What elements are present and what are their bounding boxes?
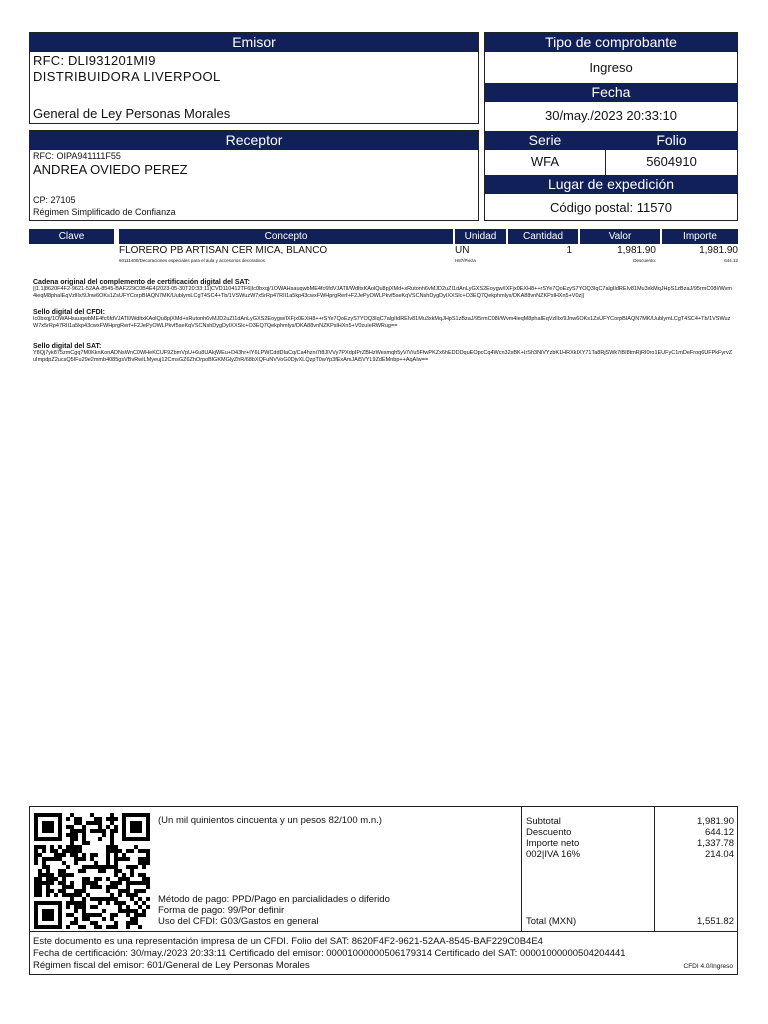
metodo-pago: Método de pago: PPD/Pago en parcialidades o diferido bbox=[158, 894, 390, 905]
receptor-box bbox=[29, 130, 479, 221]
neto-label: Importe neto bbox=[526, 838, 580, 849]
row-unidad-sub: H87/Pieza bbox=[455, 258, 476, 263]
col-cantidad: Cantidad bbox=[508, 229, 578, 244]
emisor-box bbox=[29, 32, 479, 124]
iva-label: 002|IVA 16% bbox=[526, 849, 581, 860]
col-concepto: Concepto bbox=[119, 229, 453, 244]
neto-value: 1,337.78 bbox=[697, 838, 734, 849]
receptor-cp: CP: 27105 bbox=[33, 195, 76, 205]
sello-sat-title: Sello digital del SAT: bbox=[33, 343, 102, 350]
col-unidad: Unidad bbox=[455, 229, 506, 244]
sello-sat-section bbox=[33, 343, 735, 364]
emisor-rfc: RFC: DLI931201MI9 bbox=[33, 53, 156, 68]
sello-cfdi-title: Sello digital del CFDI: bbox=[33, 309, 105, 316]
col-importe: Importe bbox=[662, 229, 738, 244]
footer-line-2: Fecha de certificación: 30/may./2023 20:33:11 Certificado del emisor: 00001000000506179314 Certificado del SAT: 00001000000504204441 bbox=[33, 948, 626, 959]
row-unidad: UN bbox=[455, 245, 470, 256]
tipo-header: Tipo de comprobante bbox=[485, 33, 737, 52]
amount-words: (Un mil quinientos cincuenta y un pesos 82/100 m.n.) bbox=[158, 815, 382, 826]
subtotal-value: 1,981.90 bbox=[697, 816, 734, 827]
footer-version: CFDI 4.0/Ingreso bbox=[683, 963, 733, 970]
footer-box bbox=[29, 932, 738, 975]
cadena-title: Cadena original del complemento de certificación digital del SAT: bbox=[33, 279, 250, 286]
footer-line-3: Régimen fiscal del emisor: 601/General de Ley Personas Morales bbox=[33, 960, 310, 971]
cadena-section bbox=[33, 279, 735, 300]
table-header-row bbox=[29, 229, 738, 244]
row-descuento-label: Descuento: bbox=[633, 258, 656, 263]
cadena-text: ||1.1|8620F4F2-9621-52AA-8545-BAF229C0B4E4|2023-05-30T20:33:11|CVD110412TF6|Ic0bxqj/1OWAHsauqwbME4fc6fdVJATll/WdltxKAolQu8pjXMd+xRutonh6vMJD2uZI1dAnLyGXS2Eoygw/IXFjx0EXH8++rSYe7QoEzyS7YOQ3IqC7algIIdREIv81Mu3xkMqJHpS1zBzaJ/95rmC08I/Wvm4ieqM8phaIEqVzllIx/9Jnw6OKs1ZsUFYCorpBIAQN7MK/UublymLCgT4SC4+Tb/1VSWuzW7x5rRp47RII1a5kp43cwxFWHprgRerf+F2JePyOWLPkvf5seKqVSCNshDygDyIXXSlc+O3EQ7Qekphmlys/DKA88vnNZKPslHXn5+V0z|| bbox=[33, 286, 733, 299]
emisor-name: DISTRIBUIDORA LIVERPOOL bbox=[33, 69, 221, 84]
lugar-value: Código postal: 11570 bbox=[550, 200, 672, 215]
iva-value: 214.04 bbox=[704, 849, 734, 860]
row-valor: 1,981.90 bbox=[617, 245, 656, 256]
receptor-header: Receptor bbox=[30, 131, 478, 150]
totals-divider-right bbox=[654, 807, 655, 931]
emisor-regime: General de Ley Personas Morales bbox=[33, 106, 231, 121]
total-value: 1,551.82 bbox=[697, 916, 734, 927]
folio-value: 5604910 bbox=[646, 154, 697, 169]
col-clave: Clave bbox=[29, 229, 114, 244]
footer-line-1: Este documento es una representación impresa de un CFDI. Folio del SAT: 8620F4F2-9621-52AA-8545-BAF229C0B4E4 bbox=[33, 936, 543, 947]
row-importe: 1,981.90 bbox=[699, 245, 738, 256]
folio-header: Folio bbox=[606, 131, 737, 150]
qr-code bbox=[34, 813, 150, 929]
sello-cfdi-text: Ic0bxqj/1OWAHsauqwbME4fc6fdVJATll/WdltxKAolQu8pjXMd+xRutonh6vMJD2uZI1dAnLyGXS2Eoygw/IXFjx0EXH8++rSYe7QoEzyS7YOQ3IqC7algIIdREIv81Mu3xkMqJHpS1zBzaJ/95rmC08I/Wvm4ieqM8phaIEqVzllIx/9Jnw6OKs1ZsUFYCorpBIAQN7MK/UublymLCgT4SC4+Tb/1VSWuzW7x5rRp47RII1a5kp43cwxFWHprgRerf+F2JePyOWLPkvf5seKqVSCNshDygDyIXXSlc+O3EQ7Qekphmlys/DKA88vnNZKPslHXn5+V0zuIeRWRug== bbox=[33, 316, 731, 329]
sello-sat-text: Y8Qj7yk875zmCgq7M0KknKonADNsWnC0WHeKCUF9ZbmVpU+6u8UAkjWEu+D43hr+IY6LPWCddDIaCq/Ca4hzni7t8JlVVy7PXdpIPrZBHzWesmqh5yV/V/u5FfwPKZx6hEDDDquEOpcCq4Wcn32sBK+IrSh3NiVYzbK1HRXkIXY71Ta8RjSWk7iBI8tmRjRI0ro1EUFyC1mDeFroq6UFPkFyrvZuImpdpZ2ucsQ5IFu29e2mmb4085gsVBvRwILMyeuj12CmsGZ6ZhOrpoBlGKMGlyZhR/68bXQFuNVVoG0DjvXLQzpT0wYp3fExAmJAi5VYL9ZdEMnbp++AqAIw== bbox=[33, 350, 733, 363]
emisor-header: Emisor bbox=[30, 33, 478, 52]
totals-divider-left bbox=[521, 807, 522, 931]
receptor-rfc: RFC: OIPA941111F55 bbox=[33, 151, 121, 161]
row-cantidad: 1 bbox=[566, 245, 572, 256]
row-concepto: FLORERO PB ARTISAN CER MICA, BLANCO bbox=[119, 245, 328, 256]
fecha-value: 30/may./2023 20:33:10 bbox=[544, 108, 678, 123]
tipo-value: Ingreso bbox=[589, 60, 633, 75]
fecha-header: Fecha bbox=[485, 83, 737, 102]
comprobante-box bbox=[484, 32, 738, 221]
serie-value: WFA bbox=[530, 154, 560, 169]
subtotal-label: Subtotal bbox=[526, 816, 561, 827]
table-row bbox=[29, 245, 738, 269]
serie-header: Serie bbox=[485, 131, 605, 150]
descuento-value: 644.12 bbox=[704, 827, 734, 838]
total-label: Total (MXN) bbox=[526, 916, 577, 927]
forma-pago: Forma de pago: 99/Por definir bbox=[158, 905, 285, 916]
sello-cfdi-section bbox=[33, 309, 735, 330]
summary-box bbox=[29, 806, 738, 932]
receptor-regime: Régimen Simplificado de Confianza bbox=[33, 207, 176, 217]
lugar-header: Lugar de expedición bbox=[485, 175, 737, 194]
row-concepto-sub: 60111400/Decoraciones especiales para el aula y accesorios decorativos bbox=[119, 258, 265, 263]
row-descuento: 644.12 bbox=[724, 258, 738, 263]
uso-cfdi: Uso del CFDI: G03/Gastos en general bbox=[158, 916, 319, 927]
descuento-label: Descuento bbox=[526, 827, 572, 838]
receptor-name: ANDREA OVIEDO PEREZ bbox=[33, 162, 188, 177]
col-valor: Valor bbox=[580, 229, 660, 244]
